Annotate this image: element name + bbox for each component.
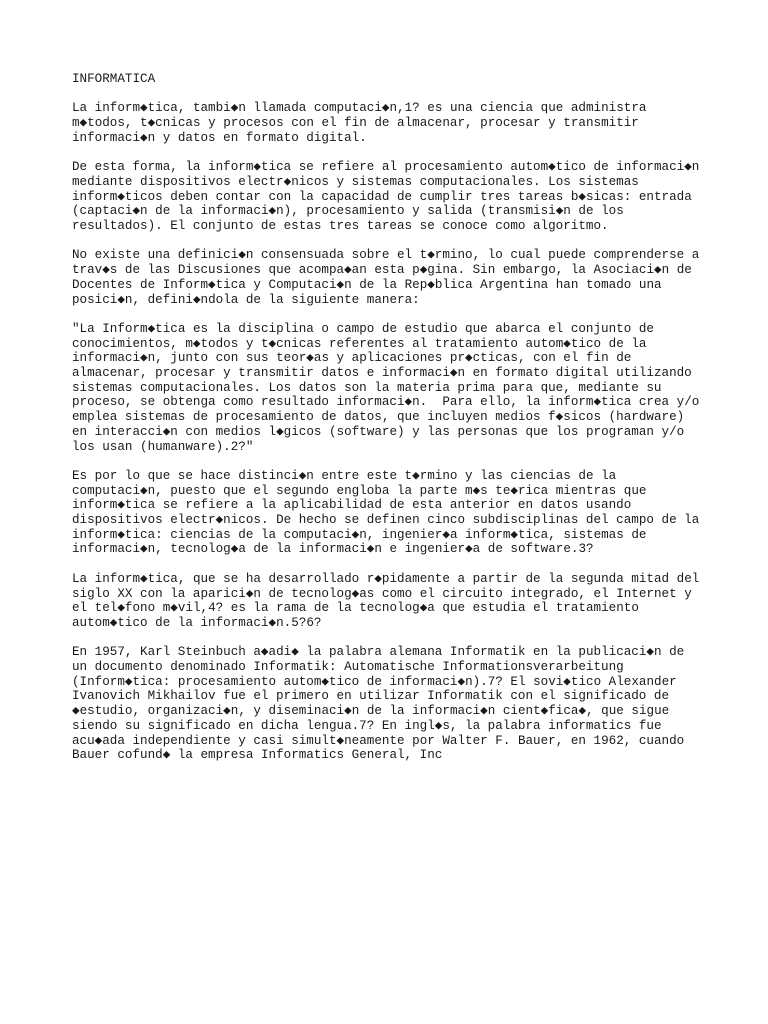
- paragraph: [72, 322, 702, 454]
- text-line: (Inform◆tica: procesamiento autom◆tico de informaci◆n).7? El sovi◆tico Alexander: [72, 674, 677, 689]
- text-line: m◆todos, t◆cnicas y procesos con el fin de almacenar, procesar y transmitir: [72, 116, 639, 131]
- text-line: Ivanovich Mikhailov fue el primero en utilizar Informatik con el significado de: [72, 689, 670, 704]
- text-line: el tel◆fono m◆vil,4? es la rama de la tecnolog◆a que estudia el tratamiento: [72, 601, 639, 616]
- text-line: trav◆s de las Discusiones que acompa◆an esta p◆gina. Sin embargo, la Asociaci◆n de: [72, 263, 692, 278]
- text-line: (captaci◆n de la informaci◆n), procesamiento y salida (transmisi◆n de los: [72, 204, 624, 219]
- text-line: La inform◆tica, tambi◆n llamada computaci◆n,1? es una ciencia que administra: [72, 101, 647, 116]
- text-line: informaci◆n, junto con sus teor◆as y aplicaciones pr◆cticas, con el fin de: [72, 351, 632, 366]
- paragraph: [72, 645, 702, 763]
- text-line: acu◆ada independiente y casi simult◆neamente por Walter F. Bauer, en 1962, cuando: [72, 733, 685, 748]
- text-line: resultados). El conjunto de estas tres tareas se conoce como algoritmo.: [72, 219, 609, 233]
- text-line: posici◆n, defini◆ndola de la siguiente manera:: [72, 292, 420, 307]
- text-line: "La Inform◆tica es la disciplina o campo de estudio que abarca el conjunto de: [72, 321, 654, 336]
- text-line: un documento denominado Informatik: Automatische Informationsverarbeitung: [72, 660, 624, 675]
- text-line: en interacci◆n con medios l◆gicos (software) y las personas que los programan y/o: [72, 424, 685, 439]
- text-line: inform◆ticos deben contar con la capacidad de cumplir tres tareas b◆sicas: entrada: [72, 189, 692, 204]
- text-line: emplea sistemas de procesamiento de datos, que incluyen medios f◆sicos (hardware): [72, 410, 685, 425]
- document-body: [72, 101, 702, 763]
- text-line: conocimientos, m◆todos y t◆cnicas referentes al tratamiento autom◆tico de la: [72, 336, 647, 351]
- text-line: No existe una definici◆n consensuada sobre el t◆rmino, lo cual puede comprenderse a: [72, 248, 700, 263]
- text-line: En 1957, Karl Steinbuch a◆adi◆ la palabra alemana Informatik en la publicaci◆n de: [72, 645, 685, 660]
- text-line: los usan (humanware).2?": [72, 439, 254, 454]
- text-line: Bauer cofund◆ la empresa Informatics General, Inc: [72, 748, 443, 763]
- paragraph: [72, 572, 702, 631]
- paragraph: [72, 101, 702, 145]
- text-line: almacenar, procesar y transmitir datos e informaci◆n en formato digital utilizando: [72, 366, 692, 380]
- paragraph: [72, 248, 702, 307]
- text-line: sistemas computacionales. Los datos son la materia prima para que, mediante su: [72, 380, 662, 395]
- text-line: autom◆tico de la informaci◆n.5?6?: [72, 615, 322, 630]
- text-line: inform◆tica se refiere a la aplicabilidad de esta anterior en datos usando: [72, 498, 632, 513]
- text-line: informaci◆n, tecnolog◆a de la informaci◆n e ingenier◆a de software.3?: [72, 542, 594, 557]
- paragraph: [72, 160, 702, 234]
- text-line: dispositivos electr◆nicos. De hecho se definen cinco subdisciplinas del campo de la: [72, 513, 700, 528]
- text-line: mediante dispositivos electr◆nicos y sistemas computacionales. Los sistemas: [72, 174, 639, 189]
- text-line: inform◆tica: ciencias de la computaci◆n, ingenier◆a inform◆tica, sistemas de: [72, 527, 647, 542]
- text-line: Docentes de Inform◆tica y Computaci◆n de la Rep◆blica Argentina han tomado una: [72, 277, 662, 292]
- document-title: INFORMATICA: [72, 72, 156, 86]
- text-line: ◆estudio, organizaci◆n, y diseminaci◆n de la informaci◆n cient◆fica◆, que sigue: [72, 704, 670, 719]
- text-line: La inform◆tica, que se ha desarrollado r◆pidamente a partir de la segunda mitad del: [72, 571, 700, 586]
- text-line: computaci◆n, puesto que el segundo engloba la parte m◆s te◆rica mientras que: [72, 483, 647, 498]
- text-line: Es por lo que se hace distinci◆n entre este t◆rmino y las ciencias de la: [72, 468, 617, 483]
- paragraph: [72, 469, 702, 557]
- text-line: siendo su significado en dicha lengua.7? En ingl◆s, la palabra informatics fue: [72, 718, 662, 733]
- document-page: [72, 72, 702, 778]
- text-line: informaci◆n y datos en formato digital.: [72, 130, 367, 145]
- text-line: siglo XX con la aparici◆n de tecnolog◆as como el circuito integrado, el Internet y: [72, 586, 692, 601]
- text-line: proceso, se obtenga como resultado informaci◆n. Para ello, la inform◆tica crea y/o: [72, 395, 700, 410]
- text-line: De esta forma, la inform◆tica se refiere al procesamiento autom◆tico de informaci◆n: [72, 160, 700, 175]
